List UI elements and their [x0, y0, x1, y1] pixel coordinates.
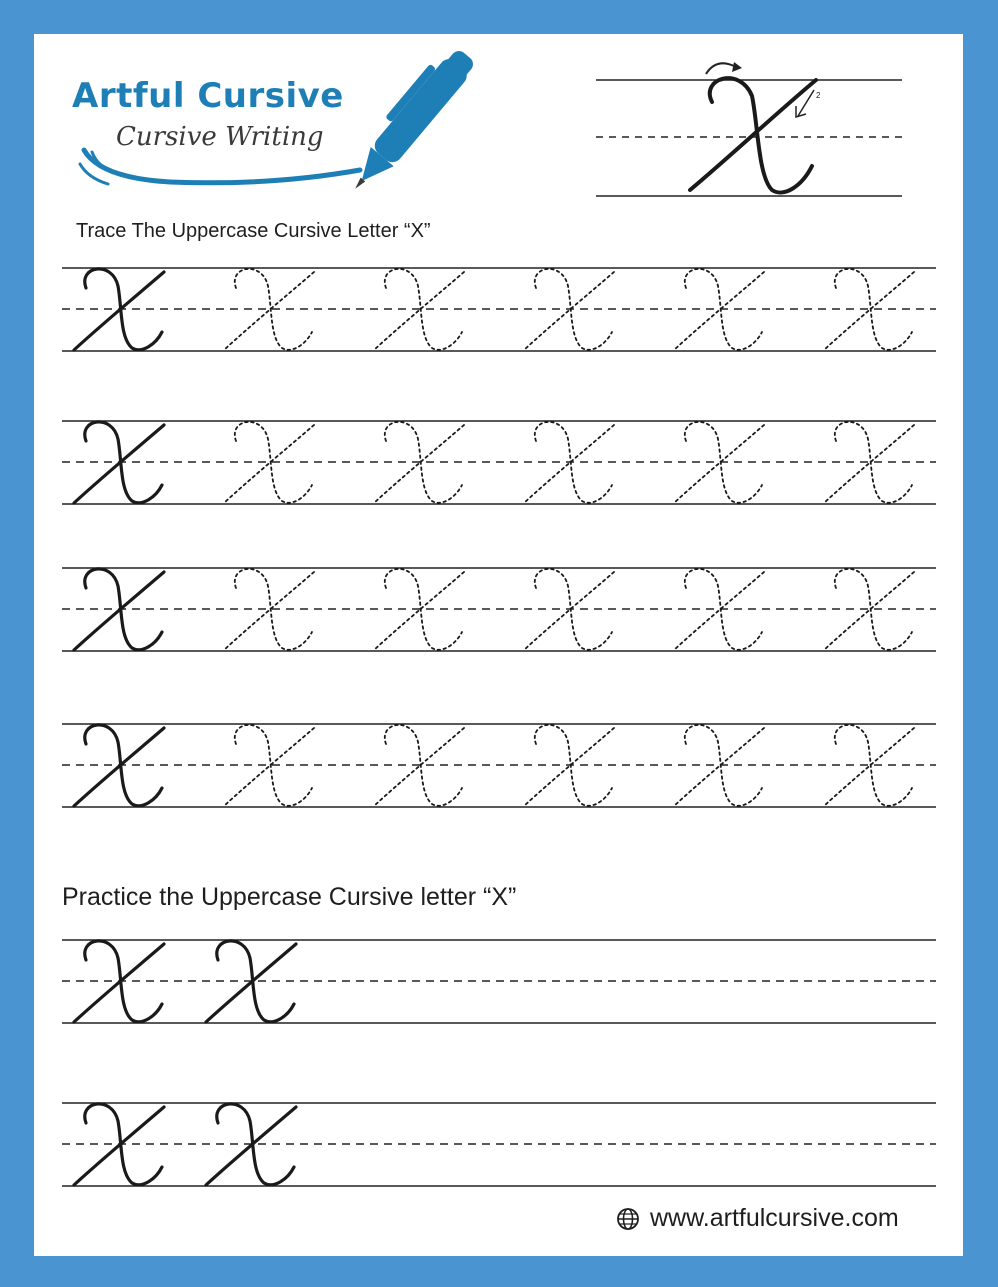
trace-heading: Trace The Uppercase Cursive Letter “X” [76, 220, 431, 242]
footer [616, 1204, 899, 1233]
brand-name: Artful Cursive [72, 76, 344, 116]
website-link[interactable]: www.artfulcursive.com [650, 1204, 899, 1232]
brand-tagline: Cursive Writing [116, 122, 324, 152]
practice-heading: Practice the Uppercase Cursive letter “X” [62, 883, 517, 911]
stroke-number: 2 [816, 91, 821, 100]
globe-icon [616, 1207, 640, 1231]
